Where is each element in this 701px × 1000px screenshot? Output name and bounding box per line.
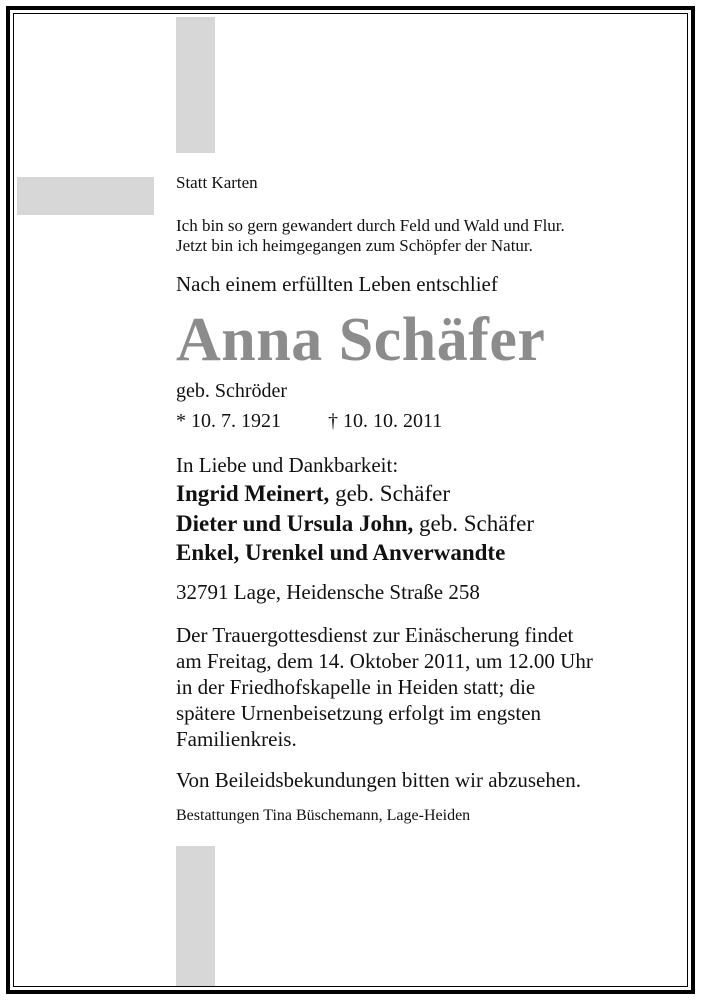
intro-text: Nach einem erfüllten Leben entschlief (176, 272, 498, 296)
mourner-name: Ingrid Meinert, (176, 481, 330, 506)
mourner-note: geb. Schäfer (329, 481, 451, 506)
death-date: † 10. 10. 2011 (328, 410, 443, 432)
maiden-name: geb. Schröder (176, 380, 288, 402)
mourner-note: geb. Schäfer (413, 511, 534, 536)
mourner-name: Dieter und Ursula John, (176, 511, 414, 536)
mourner-name: Enkel, Urenkel und Anverwandte (176, 540, 506, 565)
service-line-3: in der Friedhofskapelle in Heiden statt; die (176, 675, 536, 699)
deceased-name: Anna Schäfer (176, 306, 546, 374)
verse-line-2: Jetzt bin ich heimgegangen zum Schöpfer der Natur. (176, 236, 533, 255)
birth-date: * 10. 7. 1921 (176, 410, 281, 432)
undertaker: Bestattungen Tina Büschemann, Lage-Heiden (176, 807, 471, 824)
service-line-4: spätere Urnenbeisetzung erfolgt im engsten (176, 701, 542, 725)
condolences-note: Von Beileidsbekundungen bitten wir abzusehen. (176, 768, 581, 792)
mourners-intro: In Liebe und Dankbarkeit: (176, 453, 399, 477)
notice-heading: Statt Karten (176, 173, 258, 192)
service-line-2: am Freitag, dem 14. Oktober 2011, um 12.00 Uhr (176, 649, 593, 673)
cross-left-bar (17, 177, 154, 215)
cross-top-bar (176, 17, 215, 153)
mourner-line-1 (176, 481, 450, 507)
mourner-line-2 (176, 511, 534, 537)
verse-line-1: Ich bin so gern gewandert durch Feld und Wald und Flur. (176, 216, 565, 235)
service-line-5: Familienkreis. (176, 727, 297, 751)
service-line-1: Der Trauergottesdienst zur Einäscherung findet (176, 623, 574, 647)
cross-bottom-bar (176, 846, 215, 986)
mourner-line-3 (176, 540, 505, 566)
address: 32791 Lage, Heidensche Straße 258 (176, 580, 480, 604)
